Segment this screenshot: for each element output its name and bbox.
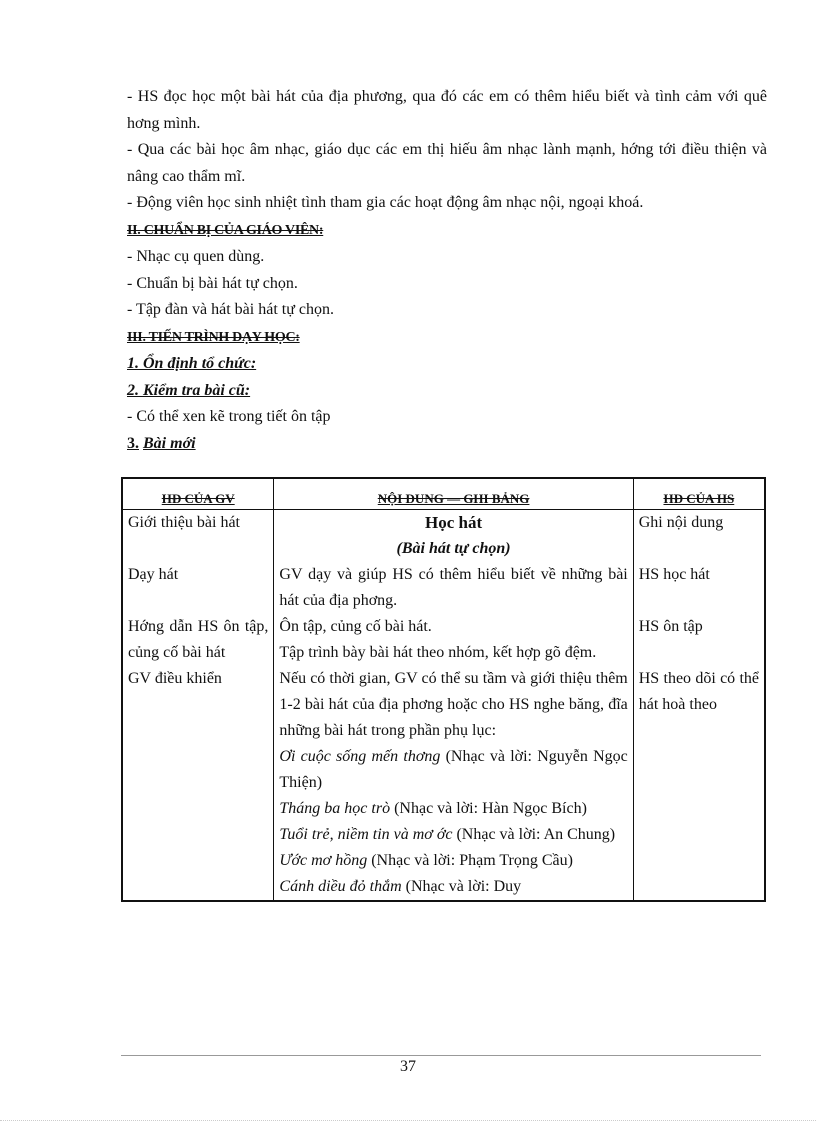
song-title: Tuổi trẻ, niềm tin và mơ ớc: [279, 826, 453, 843]
intro-section: [127, 84, 767, 457]
page-edge-divider: [0, 1120, 816, 1121]
lesson-subtitle: (Bài hát tự chọn): [396, 540, 511, 557]
header-teacher-activity: HĐ CỦA GV: [122, 478, 274, 510]
song-item: [279, 796, 627, 822]
cell-student: Ghi nội dung: [633, 510, 765, 563]
content-intro: Nếu có thời gian, GV có thể su tầm và giới thiệu thêm 1-2 bài hát của địa phơng hoặc cho HS nghe băng, đĩa những bài hát trong phần phụ lục:: [279, 670, 628, 739]
header-student-activity: HĐ CỦA HS: [633, 478, 765, 510]
cell-content: [274, 614, 633, 666]
content-line-practice: Tập trình bày bài hát theo nhóm, kết hợp gõ đệm.: [279, 644, 597, 661]
objective-paragraph-2: - Qua các bài học âm nhạc, giáo dục các em thị hiếu âm nhạc lành mạnh, hớng tới điều thiện và nâng cao thẩm mĩ.: [127, 141, 767, 185]
section-heading-preparation: II. CHUẨN BỊ CỦA GIÁO VIÊN:: [127, 222, 324, 238]
header-content: NỘI DUNG — GHI BẢNG: [274, 478, 633, 510]
song-item: [279, 744, 627, 796]
song-title: Tháng ba học trò: [279, 800, 391, 817]
song-credit: (Nhạc và lời: Duy: [401, 878, 522, 895]
prep-item-1: - Nhạc cụ quen dùng.: [127, 248, 265, 265]
table-row: [122, 510, 765, 563]
table-row: [122, 614, 765, 666]
section-heading-process: III. TIẾN TRÌNH DẠY HỌC:: [127, 329, 300, 345]
objective-paragraph-3: - Động viên học sinh nhiệt tình tham gia các hoạt động âm nhạc nội, ngoại khoá.: [127, 194, 644, 211]
subheading-review: 2. Kiểm tra bài cũ:: [127, 381, 251, 399]
song-credit: (Nhạc và lời: An Chung): [452, 826, 616, 843]
prep-item-2: - Chuẩn bị bài hát tự chọn.: [127, 274, 298, 292]
lesson-table: [121, 477, 766, 902]
objective-paragraph-1: - HS đọc học một bài hát của địa phương, qua đó các em có thêm hiểu biết và tình cảm với quê hơng mình.: [127, 88, 767, 132]
cell-content: [274, 510, 633, 563]
subheading-organization: 1. Ổn định tổ chức:: [127, 355, 257, 372]
lesson-title: Học hát: [425, 513, 483, 532]
subheading-new-lesson-number: 3.: [127, 434, 139, 452]
cell-teacher: Hớng dẫn HS ôn tập, củng cố bài hát: [122, 614, 274, 666]
cell-student: HS ôn tập: [633, 614, 765, 666]
page-number: 37: [400, 1058, 416, 1075]
table-header-row: [122, 478, 765, 510]
prep-item-3: - Tập đàn và hát bài hát tự chọn.: [127, 301, 334, 318]
footer-divider: [121, 1055, 761, 1056]
cell-teacher: GV điều khiển: [122, 666, 274, 901]
cell-teacher: Giới thiệu bài hát: [122, 510, 274, 563]
song-item: [279, 848, 627, 874]
song-title: Cánh diều đỏ thắm: [279, 878, 402, 895]
table-row: [122, 562, 765, 614]
song-credit: (Nhạc và lời: Phạm Trọng Cầu): [367, 852, 573, 869]
cell-content: GV dạy và giúp HS có thêm hiểu biết về những bài hát của địa phơng.: [274, 562, 633, 614]
cell-student: HS theo dõi có thể hát hoà theo: [633, 666, 765, 901]
song-title: Ơi cuộc sống mến thơng: [279, 748, 441, 765]
cell-teacher: Dạy hát: [122, 562, 274, 614]
subheading-new-lesson: Bài mới: [143, 434, 196, 452]
song-item: [279, 874, 627, 900]
table-row: [122, 666, 765, 901]
review-note: - Có thể xen kẽ trong tiết ôn tập: [127, 408, 331, 425]
song-credit: (Nhạc và lời: Hàn Ngọc Bích): [390, 800, 587, 817]
song-title: Ước mơ hồng: [279, 852, 368, 869]
cell-student: HS học hát: [633, 562, 765, 614]
song-item: [279, 822, 627, 848]
content-line-review: Ôn tập, củng cố bài hát.: [279, 618, 432, 635]
song-credit: (Nhạc và lời: Nguyễn Ngọc Thiện): [279, 748, 628, 791]
cell-content: [274, 666, 633, 901]
